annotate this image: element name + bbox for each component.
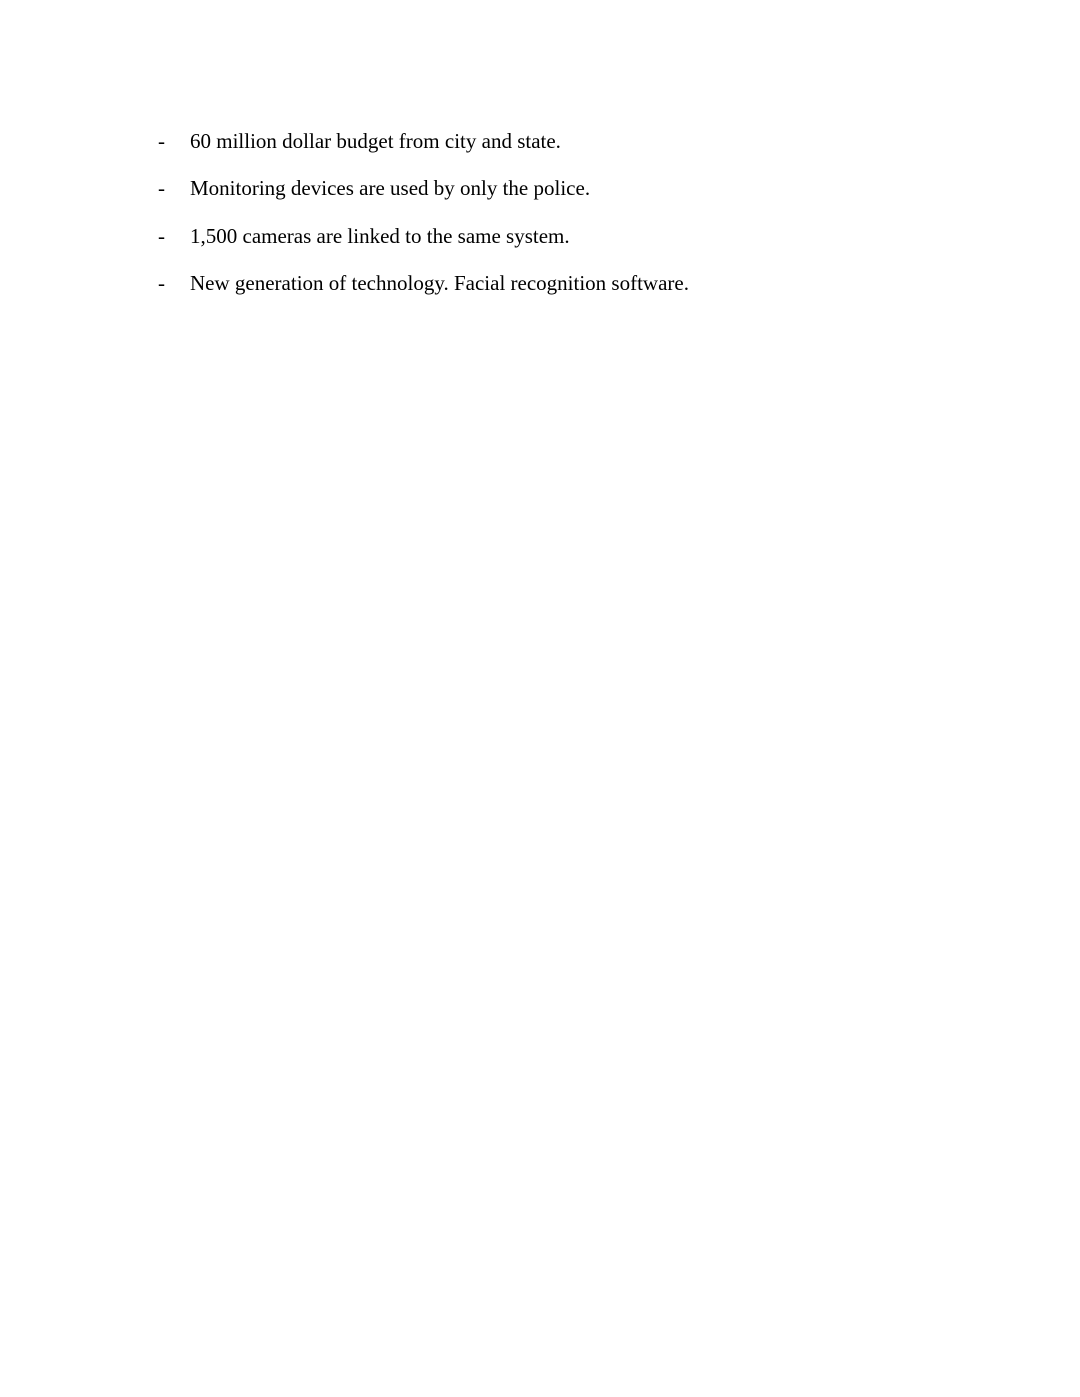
- bullet-dash-marker: -: [158, 270, 165, 295]
- bullet-item: [0, 260, 1080, 307]
- bullet-item-text: 60 million dollar budget from city and state.: [190, 129, 561, 153]
- bullet-item: [0, 213, 1080, 260]
- bullet-dash-marker: -: [158, 129, 165, 153]
- bullet-dash-marker: -: [158, 176, 165, 201]
- bullet-item-text: Monitoring devices are used by only the police.: [190, 176, 591, 201]
- bullet-list: [0, 118, 1080, 307]
- bullet-item-text: New generation of technology. Facial recognition software.: [190, 270, 689, 295]
- bullet-item-text: 1,500 cameras are linked to the same system.: [190, 223, 570, 248]
- bullet-item: [0, 165, 1080, 212]
- bullet-dash-marker: -: [158, 223, 165, 248]
- bullet-item: [0, 118, 1080, 165]
